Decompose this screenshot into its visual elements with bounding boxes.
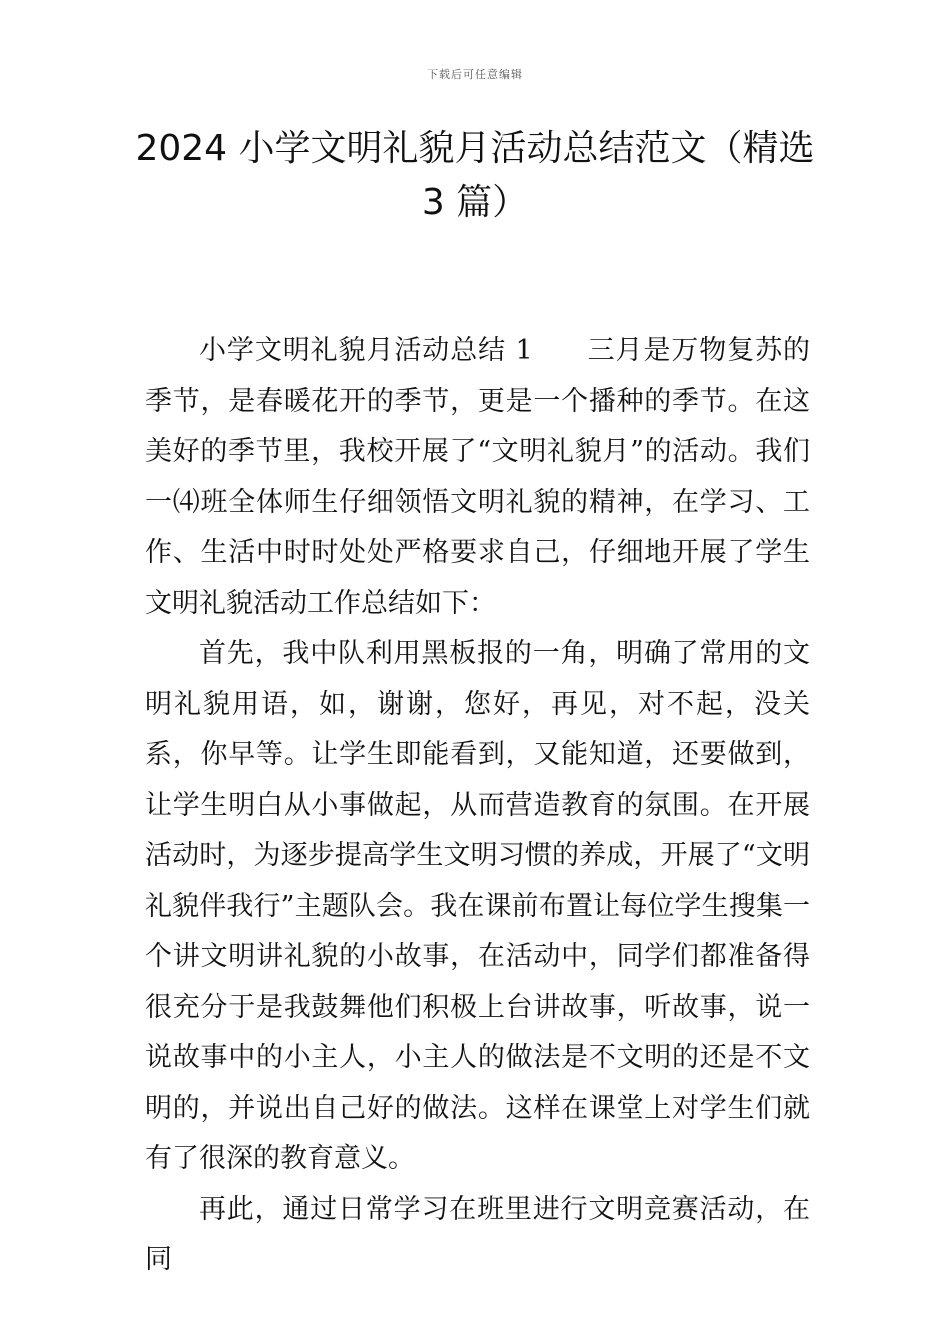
- document-body: [145, 326, 810, 1286]
- section-label: 小学文明礼貌月活动总结 1: [199, 335, 533, 366]
- title-line-1: 2024 小学文明礼貌月活动总结范文（精选: [135, 128, 815, 169]
- page-header-note: 下载后可任意编辑: [427, 68, 523, 81]
- paragraph-3: 再此，通过日常学习在班里进行文明竞赛活动，在同: [145, 1193, 810, 1275]
- document-title: [120, 122, 830, 230]
- paragraph-1: [145, 326, 810, 629]
- paragraph-2: 首先，我中队利用黑板报的一角，明确了常用的文明礼貌用语，如，谢谢，您好，再见，对不起，没关系，你早等。让学生即能看到，又能知道，还要做到，让学生明白从小事做起，从而营造教育的氛围。在开展活动时，为逐步提高学生文明习惯的养成，开展了“文明礼貌伴我行”主题队会。我在课前布置让每位学生搜集一个讲文明讲礼貌的小故事，在活动中，同学们都准备得很充分于是我鼓舞他们积极上台讲故事，听故事，说一说故事中的小主人，小主人的做法是不文明的还是不文明的，并说出自己好的做法。这样在课堂上对学生们就有了很深的教育意义。: [145, 638, 810, 1174]
- paragraph-1-text: 三月是万物复苏的季节，是春暖花开的季节，更是一个播种的季节。在这美好的季节里，我校开展了“文明礼貌月”的活动。我们一⑷班全体师生仔细领悟文明礼貌的精神，在学习、工作、生活中时时处处严格要求自己，仔细地开展了学生文明礼貌活动工作总结如下：: [145, 335, 810, 619]
- title-line-2: 3 篇）: [421, 182, 529, 223]
